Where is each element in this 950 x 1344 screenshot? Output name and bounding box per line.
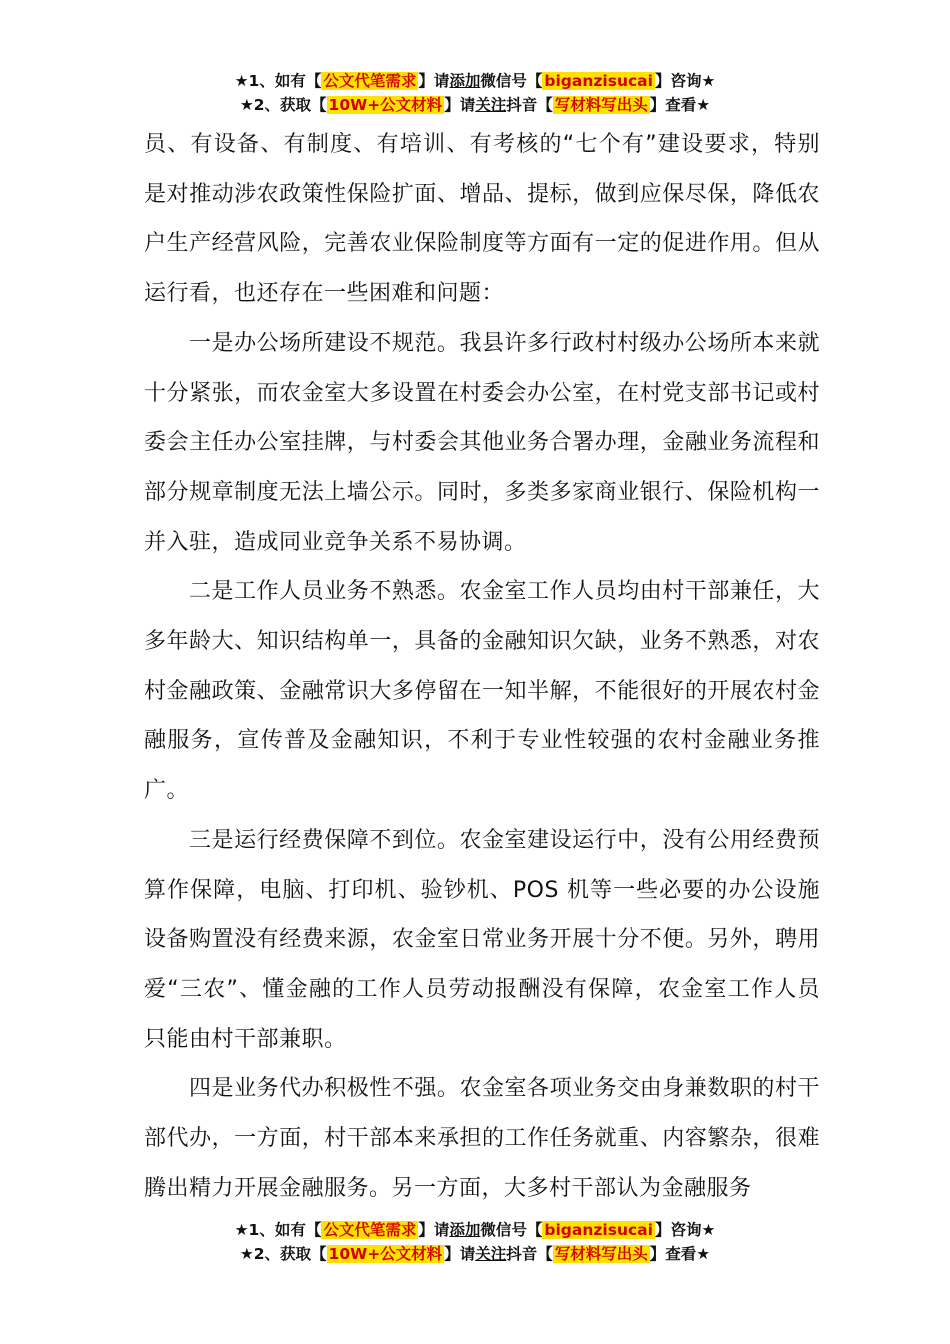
highlight-materials: 10W+公文材料	[328, 1245, 443, 1263]
banner-text: ★1、如有【	[234, 72, 322, 90]
banner-text: 】请	[444, 96, 476, 114]
banner-text: ★2、获取【	[239, 1245, 327, 1263]
banner-text: 】咨询★	[654, 72, 716, 90]
highlight-douyin-account: 写材料写出头	[554, 1245, 648, 1263]
footer-banner-line-1	[0, 1218, 950, 1242]
highlight-ghostwriting: 公文代笔需求	[323, 1221, 417, 1239]
banner-text: 抖音【	[506, 1245, 553, 1263]
paragraph-staff-skills: 二是工作人员业务不熟悉。农金室工作人员均由村干部兼任，大多年龄大、知识结构单一，具备的金融知识欠缺，业务不熟悉，对农村金融政策、金融常识大多停留在一知半解，不能很好的开展农村金融服务，宣传普及金融知识，不利于专业性较强的农村金融业务推广。	[144, 579, 820, 804]
header-banner-line-2	[0, 93, 950, 117]
banner-text: ★2、获取【	[239, 96, 327, 114]
banner-text: 微信号【	[480, 1221, 543, 1239]
paragraph-office-space: 一是办公场所建设不规范。我县许多行政村村级办公场所本来就十分紧张，而农金室大多设置在村委会办公室，在村党支部书记或村委会主任办公室挂牌，与村委会其他业务合署办理，金融业务流程和部分规章制度无法上墙公示。同时，多类多家商业银行、保险机构一并入驻，造成同业竞争关系不易协调。	[144, 330, 820, 555]
banner-text: 】请	[444, 1245, 476, 1263]
highlight-wechat-id: biganzisucai	[544, 72, 653, 90]
highlight-douyin-account: 写材料写出头	[554, 96, 648, 114]
highlight-wechat-id: biganzisucai	[544, 1221, 653, 1239]
banner-text: 】查看★	[649, 1245, 711, 1263]
underlined-add: 添加	[449, 1221, 481, 1239]
header-banner	[0, 69, 950, 117]
banner-text: 】请	[418, 1221, 450, 1239]
header-banner-line-1	[0, 69, 950, 93]
paragraph-funding: 三是运行经费保障不到位。农金室建设运行中，没有公用经费预算作保障，电脑、打印机、验钞机、POS 机等一些必要的办公设施设备购置没有经费来源，农金室日常业务开展十分不便。另外，聘用爱“三农”、懂金融的工作人员劳动报酬没有保障，农金室工作人员只能由村干部兼职。	[144, 827, 820, 1052]
highlight-ghostwriting: 公文代笔需求	[323, 72, 417, 90]
banner-text: 微信号【	[480, 72, 543, 90]
underlined-add: 添加	[449, 72, 481, 90]
banner-text: 】咨询★	[654, 1221, 716, 1239]
banner-text: 】请	[418, 72, 450, 90]
document-body	[144, 120, 820, 1213]
highlight-materials: 10W+公文材料	[328, 96, 443, 114]
banner-text: 】查看★	[649, 96, 711, 114]
banner-text: 抖音【	[506, 96, 553, 114]
footer-banner	[0, 1218, 950, 1266]
paragraph-continued: 员、有设备、有制度、有培训、有考核的“七个有”建设要求，特别是对推动涉农政策性保险扩面、增品、提标，做到应保尽保，降低农户生产经营风险，完善农业保险制度等方面有一定的促进作用。但从运行看，也还存在一些困难和问题：	[144, 132, 820, 307]
underlined-follow: 关注	[475, 1245, 507, 1263]
paragraph-motivation: 四是业务代办积极性不强。农金室各项业务交由身兼数职的村干部代办，一方面，村干部本来承担的工作任务就重、内容繁杂，很难腾出精力开展金融服务。另一方面，大多村干部认为金融服务	[144, 1076, 820, 1201]
underlined-follow: 关注	[475, 96, 507, 114]
banner-text: ★1、如有【	[234, 1221, 322, 1239]
footer-banner-line-2	[0, 1242, 950, 1266]
